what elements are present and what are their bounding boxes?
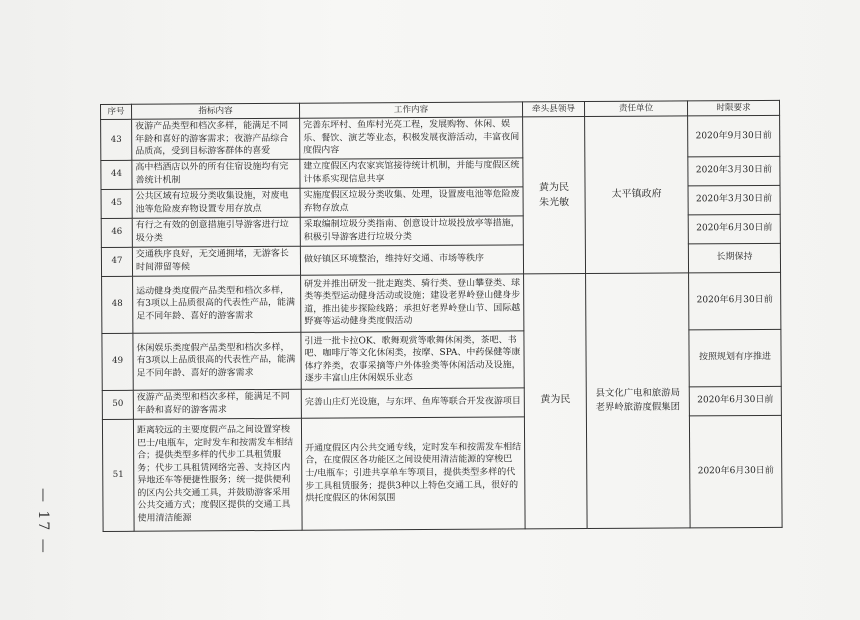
row-no: 44 — [101, 160, 132, 189]
row-deadline: 2020年6月30日前 — [689, 415, 782, 528]
row-work: 实施度假区垃圾分类收集、处理，设置废电池等危险废弃物存放点 — [300, 187, 523, 217]
row-work: 做好镇区环境整治，维持好交通、市场等秩序 — [300, 245, 523, 275]
row-deadline: 长期保持 — [688, 243, 780, 273]
table-row — [102, 272, 781, 333]
row-deadline: 2020年6月30日前 — [689, 386, 781, 416]
unit-cell: 太平镇政府 — [585, 116, 689, 273]
row-deadline: 2020年6月30日前 — [689, 272, 781, 330]
leader-cell: 黄为民 朱光敏 — [523, 117, 586, 274]
row-work: 完善东坪村、鱼库村光亮工程，发展购物、休闲、娱乐、餐饮、演艺等业态，积极发展夜游活动，丰富夜间度假内容 — [300, 117, 523, 159]
row-no: 49 — [102, 333, 133, 390]
leader-cell: 黄为民 — [524, 273, 588, 528]
header-no: 序号 — [101, 104, 132, 119]
row-deadline: 2020年3月30日前 — [688, 185, 780, 215]
header-unit: 责任单位 — [584, 101, 687, 117]
row-indicator: 运动健身类度假产品类型和档次多样，有3项以上品质很高的代表性产品，能满足不同年龄、喜好的游客需求 — [133, 275, 301, 333]
header-leader: 牵头县领导 — [522, 102, 584, 117]
header-deadline: 时限要求 — [687, 100, 779, 116]
row-no: 47 — [101, 247, 132, 276]
row-no: 51 — [102, 419, 134, 531]
row-indicator: 距离较远的主要度假产品之间设置穿梭巴士/电瓶车，定时发车和按需发车相结合；提供类型多样的代步工具租赁服务；代步工具租赁网络完善、支持区内异地还车等便捷性服务；统一提供便利的区内公共交通工具，并鼓励游客采用公共交通方式；度假区提供的交通工具使用清洁能源 — [133, 418, 302, 531]
row-deadline: 2020年9月30日前 — [688, 115, 780, 156]
row-deadline: 按照规划有序推进 — [689, 329, 781, 387]
row-work: 建立度假区内农家宾馆接待统计机制，并能与度假区统计体系实现信息共享 — [300, 158, 523, 188]
row-deadline: 2020年3月30日前 — [688, 156, 780, 186]
row-indicator: 夜游产品类型和档次多样，能满足不同年龄和喜好的游客需求 — [133, 389, 301, 419]
header-work: 工作内容 — [299, 102, 522, 118]
row-no: 45 — [101, 189, 132, 218]
row-work: 采取编制垃圾分类指南、创意设计垃圾投放亭等措施，积极引导游客进行垃圾分类 — [300, 216, 523, 246]
row-indicator: 休闲娱乐类度假产品类型和档次多样，有3项以上品质很高的代表性产品，能满足不同年龄、喜好的游客需求 — [133, 332, 301, 390]
task-table — [100, 100, 783, 532]
row-deadline: 2020年6月30日前 — [688, 214, 780, 244]
row-indicator: 公共区域有垃圾分类收集设施，对废电池等危险废弃物设置专用存放点 — [132, 188, 300, 218]
row-work: 研发并推出研发一批走跑类、骑行类、登山攀登类、球类等类型运动健身活动或设施；建设老界岭登山健身步道，推出徒步探险线路；承担好老界岭登山节、国际越野赛等运动健身类度假活动 — [301, 274, 524, 332]
row-indicator: 交通秩序良好，无交通拥堵，无游客长时间滞留等候 — [132, 246, 300, 276]
page-number: — 17 — — [35, 488, 51, 555]
table-row — [101, 115, 780, 160]
row-indicator: 有行之有效的创意措施引导游客进行垃圾分类 — [132, 217, 300, 247]
row-work: 引进一批卡拉OK、歌舞观赏等歌舞休闲类，茶吧、书吧、咖啡厅等文化休闲类，按摩、SPA、中药保健等康体疗养类，农事采摘等户外体验类等休闲活动及设施，逐步丰富山庄休闲娱乐业态 — [301, 331, 524, 389]
row-work: 开通度假区内公共交通专线，定时发车和按需发车相结合，在度假区各功能区之间设使用清洁能源的穿梭巴士/电瓶车；引进共享单车等项目，提供类型多样的代步工具租赁服务；提供3种以上特色交通工具，很好的烘托度假区的休闲氛围 — [301, 417, 525, 530]
row-no: 48 — [102, 276, 133, 333]
row-indicator: 高中档酒店以外的所有住宿设施均有完善统计机制 — [132, 159, 300, 189]
header-indicator: 指标内容 — [132, 103, 300, 119]
row-indicator: 夜游产品类型和档次多样，能满足不同年龄和喜好的游客需求；夜游产品综合品质高，受到目标游客群体的喜爱 — [132, 118, 300, 160]
row-no: 46 — [101, 218, 132, 247]
row-work: 完善山庄灯光设施，与东坪、鱼库等联合开发夜游项目 — [301, 388, 524, 418]
row-no: 50 — [102, 390, 133, 419]
row-no: 43 — [101, 119, 132, 160]
unit-cell: 县文化广电和旅游局 老界岭旅游度假集团 — [586, 273, 691, 529]
